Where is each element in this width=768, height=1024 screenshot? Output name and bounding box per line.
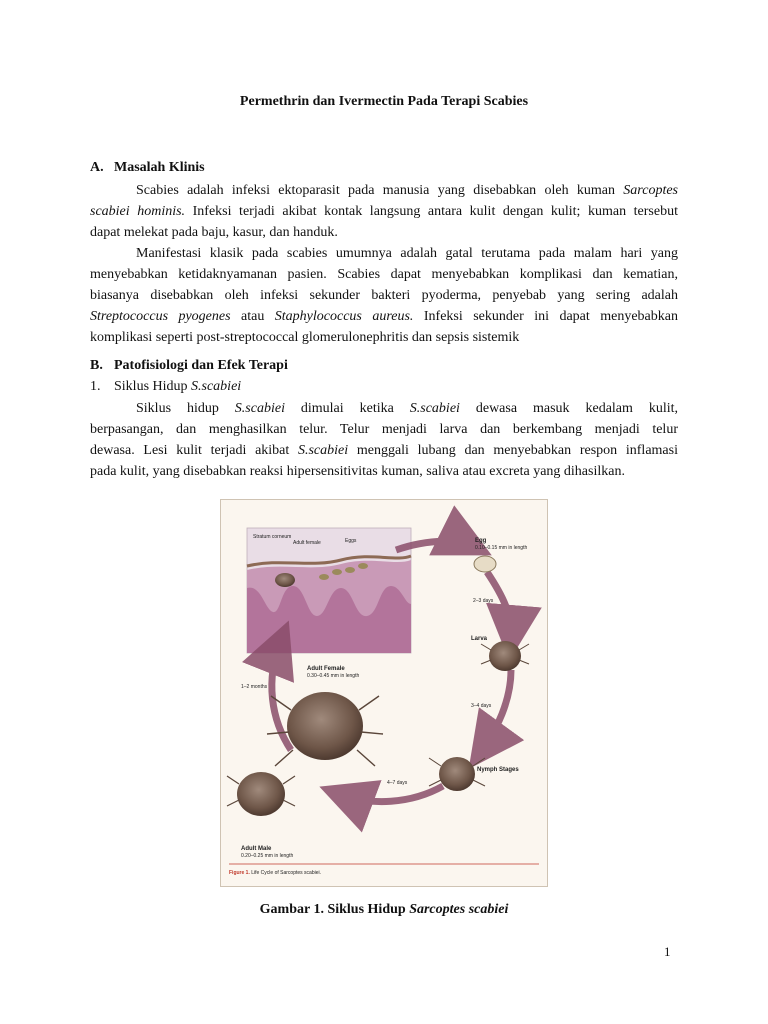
para-text: Siklus hidup (136, 401, 235, 416)
para-text: Infeksi terjadi akibat kontak langsung antara kulit dengan kulit; kuman tersebut (185, 204, 678, 219)
adult-male-label: Adult Male (241, 846, 272, 852)
para-italic: Sarcoptes (623, 183, 678, 198)
para-text: dewasa masuk kedalam kulit, (459, 401, 679, 416)
caption-italic: Sarcoptes scabiei (409, 902, 509, 917)
paragraph-masalah-klinis-1 (90, 180, 678, 243)
para-italic: scabiei hominis. (90, 204, 186, 219)
para-italic: S.scabiei (297, 443, 349, 458)
section-b-heading (90, 358, 288, 374)
months-1-2-label: 1–2 months (241, 684, 268, 690)
life-cycle-diagram (221, 500, 547, 886)
subsection-1-number: 1. (90, 379, 101, 394)
adult-female-size-label: 0.30–0.45 mm in length (307, 673, 360, 679)
subsection-1-italic: S.scabiei (191, 379, 242, 394)
egg-icon (474, 556, 496, 572)
para-line: berpasangan, dan menghasilkan telur. Telur menjadi larva dan berkembang menjadi telur (90, 422, 678, 437)
para-text: Infeksi sekunder ini dapat menyebabkan (413, 309, 678, 324)
section-b-title: Patofisiologi dan Efek Terapi (114, 358, 288, 373)
days-2-3-label: 2–3 days (473, 598, 494, 604)
stratum-corneum-label (253, 534, 291, 540)
skin-inset (247, 528, 411, 653)
egg-label: Egg (475, 538, 487, 544)
egg-size-label: 0.10–0.15 mm in length (475, 545, 528, 551)
para-text: Scabies adalah infeksi ektoparasit pada manusia yang disebabkan oleh kuman (136, 183, 624, 198)
larva-icon (481, 641, 529, 671)
days-4-7-label: 4–7 days (387, 780, 408, 786)
adult-female-small-label: Adult female (293, 540, 321, 546)
life-cycle-figure (220, 499, 548, 887)
burrowing-mite (275, 573, 295, 587)
section-b-number: B. (90, 358, 103, 373)
para-italic: Staphylococcus aureus. (274, 309, 414, 324)
para-text: dewasa. Lesi kulit terjadi akibat (90, 443, 298, 458)
adult-female-label: Adult Female (307, 666, 345, 672)
para-line: pada kulit, yang disebabkan reaksi hipersensitivitas kuman, saliva atau excreta yang dihasilkan. (90, 464, 625, 479)
para-text: atau (230, 309, 275, 324)
paragraph-masalah-klinis-2 (90, 243, 678, 348)
subsection-1-title: Siklus Hidup (114, 379, 192, 394)
subsection-1-heading (90, 379, 241, 395)
para-text: Manifestasi klasik pada scabies umumnya adalah gatal terutama pada malam hari yang (136, 246, 678, 261)
para-line: biasanya disebabkan oleh infeksi sekunder bakteri pyoderma, penyebab yang sering adalah (90, 288, 678, 303)
section-a-number: A. (90, 160, 104, 175)
section-a-heading (90, 160, 205, 176)
para-italic: S.scabiei (234, 401, 285, 416)
paragraph-siklus-hidup (90, 398, 678, 482)
para-italic: Streptococcus pyogenes (90, 309, 231, 324)
adult-male-size-label: 0.20–0.25 mm in length (241, 853, 294, 859)
svg-text:Stratum corneum: Stratum corneum (253, 534, 292, 540)
adult-female-icon (267, 692, 383, 766)
caption-text: Gambar 1. Siklus Hidup (259, 902, 410, 917)
para-line: komplikasi seperti post-streptococcal glomerulonephritis dan sepsis sistemik (90, 330, 520, 345)
adult-male-icon (227, 772, 295, 816)
figure-inner-caption: Figure 1. Life Cycle of Sarcoptes scabiei. (229, 870, 321, 876)
para-text: dimulai ketika (284, 401, 410, 416)
section-a-title: Masalah Klinis (114, 160, 205, 175)
document-title: Permethrin dan Ivermectin Pada Terapi Scabies (239, 94, 529, 109)
days-3-4-label: 3–4 days (471, 703, 492, 709)
eggs-label: Eggs (345, 538, 357, 544)
nymph-stages-label: Nymph Stages (477, 767, 519, 773)
page-number: 1 (664, 944, 671, 959)
para-line: dapat melekat pada baju, kasur, dan handuk. (90, 225, 338, 240)
para-line: menyebabkan ketidaknyamanan pasien. Scabies dapat menyebabkan komplikasi dan kematian, (90, 267, 678, 282)
figure-caption (0, 902, 768, 918)
larva-label: Larva (471, 636, 488, 642)
para-italic: S.scabiei (409, 401, 460, 416)
para-text: menggali lubang dan menyebabkan respon inflamasi (348, 443, 678, 458)
